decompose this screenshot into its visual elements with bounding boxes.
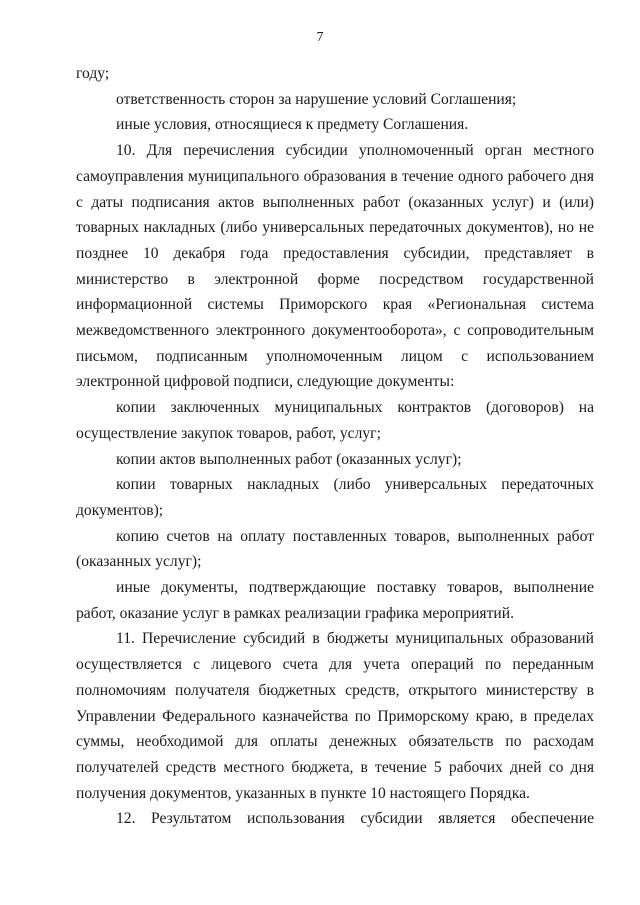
paragraph-clause-11: 11. Перечисление субсидий в бюджеты муниципальных образований осуществляется с лицевого счета для учета операций по переданным полномочиям получателя бюджетных средств, открытого министерству в Управлении Федерального казначейства по Приморскому краю, в пределах суммы, необходимой для оплаты денежных обязательств по расходам получателей средств местного бюджета, в течение 5 рабочих дней со дня получения документов, указанных в пункте 10 настоящего Порядка. (76, 630, 594, 802)
paragraph-invoice-copies: копии товарных накладных (либо универсальных передаточных документов); (76, 476, 594, 519)
paragraph-year-end: году; (76, 65, 110, 82)
paragraph-liability: ответственность сторон за нарушение условий Соглашения; (116, 90, 517, 108)
paragraph-acts-copies: копии актов выполненных работ (оказанных услуг); (116, 450, 462, 468)
document-body (76, 61, 594, 832)
paragraph-contract-copies: копии заключенных муниципальных контрактов (договоров) на осуществление закупок товаров, работ, услуг; (76, 399, 594, 442)
paragraph-bills-copies: копию счетов на оплату поставленных товаров, выполненных работ (оказанных услуг); (76, 527, 594, 571)
paragraph-clause-10: 10. Для перечисления субсидии уполномоченный орган местного самоуправления муниципального образования в течение одного рабочего дня с даты подписания актов выполненных работ (оказанных услуг) и (или) товарных накладных (либо универсальных передаточных документов), но не позднее 10 декабря года предоставления субсидии, представляет в министерство в электронной форме посредством государственной информационной системы Приморского края «Региональная система межведомственного электронного документооборота», с сопроводительным письмом, подписанным уполномоченным лицом с использованием электронной цифровой подписи, следующие документы: (76, 142, 594, 391)
paragraph-clause-12: 12. Результатом использования субсидии является обеспечение (116, 810, 594, 828)
paragraph-other-documents: иные документы, подтверждающие поставку товаров, выполнение работ, оказание услуг в рамках реализации графика мероприятий. (76, 579, 594, 622)
page-number: 7 (316, 30, 324, 45)
paragraph-other-conditions: иные условия, относящиеся к предмету Соглашения. (116, 116, 469, 134)
